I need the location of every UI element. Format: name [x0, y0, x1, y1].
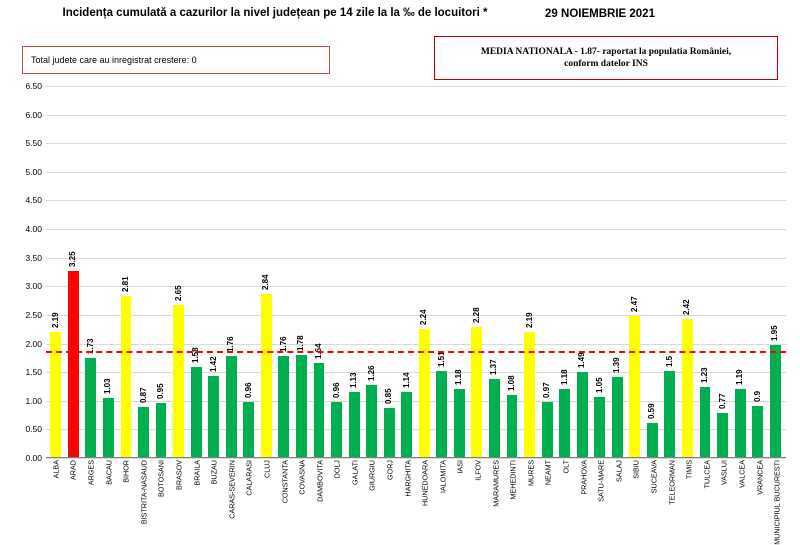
bar-value-label: 2.65: [173, 285, 183, 302]
y-axis-tick: 0.50: [25, 424, 42, 435]
bar[interactable]: [68, 251, 79, 457]
x-axis: [46, 457, 786, 458]
x-axis-label-cell: [716, 460, 734, 518]
bar[interactable]: [612, 357, 623, 457]
x-axis-label: TIMIS: [684, 460, 694, 480]
x-axis-label-cell: [346, 460, 364, 518]
x-axis-label-cell: [663, 460, 681, 518]
x-axis-label: CALARASI: [244, 460, 254, 496]
bar-cell: [766, 86, 784, 457]
x-axis-label: ILFOV: [473, 460, 483, 481]
x-axis-label-cell: [698, 460, 716, 518]
bar-value-label: 0.95: [156, 383, 166, 399]
x-axis-label: NEAMT: [543, 460, 553, 486]
bar-cell: [82, 86, 100, 457]
bar-cell: [626, 86, 644, 457]
bar[interactable]: [243, 382, 254, 457]
bar-value-label: 0.96: [331, 382, 341, 399]
chart-plot-area: [14, 81, 786, 463]
bar-cell: [503, 86, 521, 457]
bar-cell: [749, 86, 767, 457]
bar[interactable]: [752, 390, 763, 458]
x-axis-label-cell: [504, 460, 522, 518]
bar-value-label: 1.03: [103, 378, 113, 395]
x-axis-label: DAMBOVITA: [315, 460, 325, 502]
bar-cell: [451, 86, 469, 457]
bar-value-label: 2.19: [524, 312, 534, 328]
x-axis-label-cell: [733, 460, 751, 518]
y-axis-tick: 6.00: [25, 109, 42, 120]
x-axis-label: CARAS-SEVERIN: [227, 460, 237, 519]
bar-cell: [609, 86, 627, 457]
bar-cell: [117, 86, 135, 457]
y-axis-tick: 5.00: [25, 166, 42, 177]
x-axis-label-cell: [557, 460, 575, 518]
x-axis-label-cell: [575, 460, 593, 518]
bar-cell: [696, 86, 714, 457]
x-axis-label-cell: [381, 460, 399, 518]
bar-value-label: 1.42: [208, 356, 218, 372]
x-axis-label-cell: [153, 460, 171, 518]
bar-cell: [661, 86, 679, 457]
x-axis-label: CLUJ: [262, 460, 272, 478]
x-axis-label-cell: [329, 460, 347, 518]
y-axis-tick: 2.00: [25, 338, 42, 349]
bar-cell: [240, 86, 258, 457]
x-axis-label: ALBA: [51, 460, 61, 479]
x-axis-label-cell: [170, 460, 188, 518]
y-axis-tick: 0.00: [25, 453, 42, 463]
bar-value-label: 1.64: [313, 343, 323, 360]
bar-value-label: 2.19: [50, 312, 60, 328]
x-axis-label: VALCEA: [737, 460, 747, 488]
x-axis-label: GALATI: [350, 460, 360, 486]
x-axis-label-cell: [434, 460, 452, 518]
bar[interactable]: [173, 285, 184, 457]
bar[interactable]: [349, 372, 360, 457]
x-axis-label-cell: [65, 460, 83, 518]
bar-cell: [380, 86, 398, 457]
bar[interactable]: [559, 369, 570, 457]
x-axis-label-cell: [751, 460, 769, 518]
bar[interactable]: [629, 296, 640, 457]
bar[interactable]: [436, 351, 447, 457]
bar[interactable]: [770, 325, 781, 457]
x-axis-label-cell: [188, 460, 206, 518]
bar-cell: [65, 86, 83, 457]
bar[interactable]: [506, 375, 518, 457]
x-axis-labels: [47, 460, 786, 545]
x-axis-label-cell: [540, 460, 558, 518]
bar-value-label: 1.26: [366, 365, 376, 381]
x-axis-label-cell: [311, 460, 329, 518]
bar[interactable]: [735, 369, 746, 457]
bar-value-label: 1.08: [506, 375, 516, 392]
bar-value-label: 0.59: [647, 403, 657, 420]
x-axis-label-cell: [768, 460, 786, 545]
bar-cell: [363, 86, 381, 457]
bar[interactable]: [226, 336, 237, 457]
bar-value-label: 0.85: [384, 388, 394, 405]
bar[interactable]: [384, 388, 395, 457]
bar[interactable]: [261, 274, 272, 457]
bar-cell: [222, 86, 240, 457]
x-axis-label: DOLJ: [332, 460, 342, 479]
bar-value-label: 1.78: [296, 335, 306, 352]
x-axis-label-cell: [223, 460, 241, 518]
bar-cell: [275, 86, 293, 457]
bar-cell: [47, 86, 65, 457]
bar[interactable]: [717, 393, 728, 457]
x-axis-label-cell: [487, 460, 505, 518]
bar[interactable]: [489, 359, 500, 457]
bar-cell: [345, 86, 363, 457]
x-axis-label-cell: [645, 460, 663, 518]
bar-value-label: 1.76: [226, 336, 236, 353]
x-axis-label-cell: [399, 460, 417, 518]
x-axis-label: VASLUI: [719, 460, 729, 486]
x-axis-label: BRAILA: [192, 460, 202, 486]
bar-value-label: 1.5: [664, 356, 674, 368]
x-axis-label: BIHOR: [121, 460, 131, 483]
x-axis-label-cell: [522, 460, 540, 518]
bar-value-label: 1.19: [735, 369, 745, 385]
x-axis-label-cell: [592, 460, 610, 518]
x-axis-label: TELEORMAN: [667, 460, 677, 505]
bar[interactable]: [296, 335, 307, 457]
bar[interactable]: [401, 372, 412, 457]
bar-cell: [731, 86, 749, 457]
x-axis-label-cell: [100, 460, 118, 518]
bar-cell: [679, 86, 697, 457]
x-axis-label-cell: [135, 460, 153, 525]
y-axis-tick: 2.50: [25, 309, 42, 320]
bar-cell: [135, 86, 153, 457]
bar[interactable]: [454, 369, 465, 457]
x-axis-label-cell: [364, 460, 382, 518]
bar-cell: [328, 86, 346, 457]
x-axis-label-cell: [82, 460, 100, 518]
bar-value-label: 0.97: [542, 381, 552, 398]
bar-value-label: 2.42: [682, 298, 692, 315]
x-axis-label: BOTOSANI: [156, 460, 166, 498]
bar-value-label: 1.14: [401, 372, 411, 388]
bar-cell: [152, 86, 170, 457]
x-axis-label: BRASOV: [174, 460, 184, 490]
report-date: 29 NOIEMBRIE 2021: [545, 8, 655, 20]
bar-cell: [187, 86, 205, 457]
x-axis-label: MEHEDINTI: [508, 460, 518, 500]
x-axis-label-cell: [610, 460, 628, 518]
bar-value-label: 2.47: [629, 296, 639, 312]
x-axis-label: ARGES: [86, 460, 96, 486]
bar-cell: [521, 86, 539, 457]
x-axis-label: OLT: [561, 460, 571, 474]
x-axis-label: SATU-MARE: [596, 460, 606, 502]
growth-count-label: Total judete care au inregistrat crestere: 0: [31, 55, 197, 65]
page-title: Incidența cumulată a cazurilor la nivel județean pe 14 zile la la ‰ de locuitori *: [62, 7, 488, 19]
bar-cell: [468, 86, 486, 457]
x-axis-label: SIBIU: [631, 460, 641, 479]
x-axis-label-cell: [258, 460, 276, 518]
x-axis-label: BUZAU: [209, 460, 219, 485]
x-axis-label: MARAMURES: [491, 460, 501, 507]
y-axis-tick: 1.50: [25, 367, 42, 378]
y-axis-tick: 1.00: [25, 395, 42, 406]
bar-value-label: 1.18: [559, 369, 569, 386]
bar-cell: [398, 86, 416, 457]
bar-value-label: 0.77: [717, 393, 727, 409]
x-axis-label: HUNEDOARA: [420, 460, 430, 506]
bar[interactable]: [471, 306, 482, 457]
x-axis-label: TULCEA: [702, 460, 712, 489]
bar[interactable]: [577, 352, 588, 457]
bar[interactable]: [120, 276, 132, 457]
bar[interactable]: [594, 377, 605, 457]
national-average-line1: MEDIA NATIONALA - 1.87- raportat la populatia României,: [480, 47, 732, 57]
bar[interactable]: [331, 382, 342, 457]
x-axis-label: SUCEAVA: [649, 460, 659, 494]
bar-value-label: 1.13: [349, 372, 359, 389]
bar-value-label: 0.87: [138, 387, 148, 404]
bar-value-label: 1.51: [436, 351, 446, 367]
bar-cell: [170, 86, 188, 457]
y-axis-tick: 5.50: [25, 138, 42, 149]
bar-cell: [538, 86, 556, 457]
x-axis-label-cell: [680, 460, 698, 518]
national-average-line: [46, 351, 786, 353]
bar-value-label: 2.84: [261, 274, 271, 291]
bar[interactable]: [366, 365, 377, 457]
bar-value-label: 0.96: [243, 382, 253, 399]
bar[interactable]: [138, 387, 149, 457]
bar-cell: [486, 86, 504, 457]
growth-count-box: [22, 46, 330, 74]
bar[interactable]: [156, 383, 167, 457]
x-axis-label-cell: [276, 460, 294, 518]
bar[interactable]: [419, 309, 430, 457]
bar-value-label: 1.95: [770, 325, 780, 342]
y-axis-tick: 3.50: [25, 252, 42, 263]
bar-value-label: 1.39: [612, 357, 622, 374]
x-axis-label: PRAHOVA: [579, 460, 589, 495]
bar-cell: [205, 86, 223, 457]
bar-cell: [310, 86, 328, 457]
x-axis-label: MUNICIPIUL BUCURESTI: [772, 460, 782, 545]
bar[interactable]: [103, 378, 114, 457]
y-axis-tick: 3.00: [25, 281, 42, 292]
bar[interactable]: [191, 347, 202, 457]
bar[interactable]: [85, 338, 96, 457]
bar[interactable]: [313, 343, 325, 457]
bar-value-label: 1.76: [278, 336, 288, 353]
x-axis-label: SALAJ: [614, 460, 624, 482]
bar-cell: [100, 86, 118, 457]
x-axis-label: MURES: [526, 460, 536, 486]
bar-cell: [573, 86, 591, 457]
x-axis-label: COVASNA: [297, 460, 307, 495]
bar-value-label: 0.9: [752, 390, 762, 402]
bar-cell: [714, 86, 732, 457]
bar-value-label: 1.23: [700, 367, 709, 383]
gridline: [46, 458, 786, 459]
x-axis-label-cell: [469, 460, 487, 518]
bar-cell: [556, 86, 574, 457]
national-average-box: [434, 36, 778, 80]
x-axis-label: GORJ: [385, 460, 395, 480]
bar-cell: [644, 86, 662, 457]
bar-value-label: 1.49: [577, 352, 587, 368]
bar-value-label: 1.73: [85, 338, 95, 354]
bar-series: [47, 86, 784, 457]
x-axis-label-cell: [205, 460, 223, 518]
y-axis-tick: 4.50: [25, 195, 42, 206]
bar[interactable]: [682, 298, 693, 457]
bar-value-label: 2.28: [471, 306, 481, 323]
x-axis-label: CONSTANTA: [280, 460, 290, 504]
x-axis-label: BISTRITA-NASAUD: [139, 460, 149, 525]
x-axis-label: IALOMITA: [438, 460, 448, 494]
x-axis-label-cell: [117, 460, 135, 518]
x-axis-label-cell: [628, 460, 646, 518]
bar-value-label: 2.24: [419, 309, 429, 325]
bar-value-label: 2.81: [120, 276, 130, 293]
x-axis-label-cell: [452, 460, 470, 518]
y-axis-tick: 6.50: [25, 81, 42, 91]
bar-cell: [433, 86, 451, 457]
bar[interactable]: [700, 367, 711, 457]
y-axis-tick: 4.00: [25, 224, 42, 235]
x-axis-label: GIURGIU: [367, 460, 377, 491]
x-axis-label: IASI: [455, 460, 465, 474]
x-axis-label-cell: [416, 460, 434, 518]
x-axis-label-cell: [47, 460, 65, 518]
bar-value-label: 1.18: [454, 369, 464, 386]
x-axis-label: BACAU: [104, 460, 114, 485]
bar-value-label: 1.37: [489, 359, 499, 375]
bar[interactable]: [542, 381, 553, 458]
bar-value-label: 1.58: [191, 347, 201, 363]
bar-cell: [591, 86, 609, 457]
bar-cell: [258, 86, 276, 457]
x-axis-label-cell: [241, 460, 259, 518]
bar-value-label: 3.25: [68, 251, 78, 267]
bar-cell: [415, 86, 433, 457]
x-axis-label: VRANCEA: [755, 460, 765, 495]
bar-cell: [293, 86, 311, 457]
bar-value-label: 1.05: [594, 377, 604, 393]
bar[interactable]: [647, 403, 658, 457]
bar[interactable]: [278, 336, 289, 457]
bar[interactable]: [664, 356, 675, 457]
x-axis-label-cell: [293, 460, 311, 518]
x-axis-label: HARGHITA: [403, 460, 413, 497]
x-axis-label: ARAD: [68, 460, 78, 480]
national-average-line2: conform datelor INS: [564, 59, 648, 69]
bar[interactable]: [208, 356, 219, 457]
